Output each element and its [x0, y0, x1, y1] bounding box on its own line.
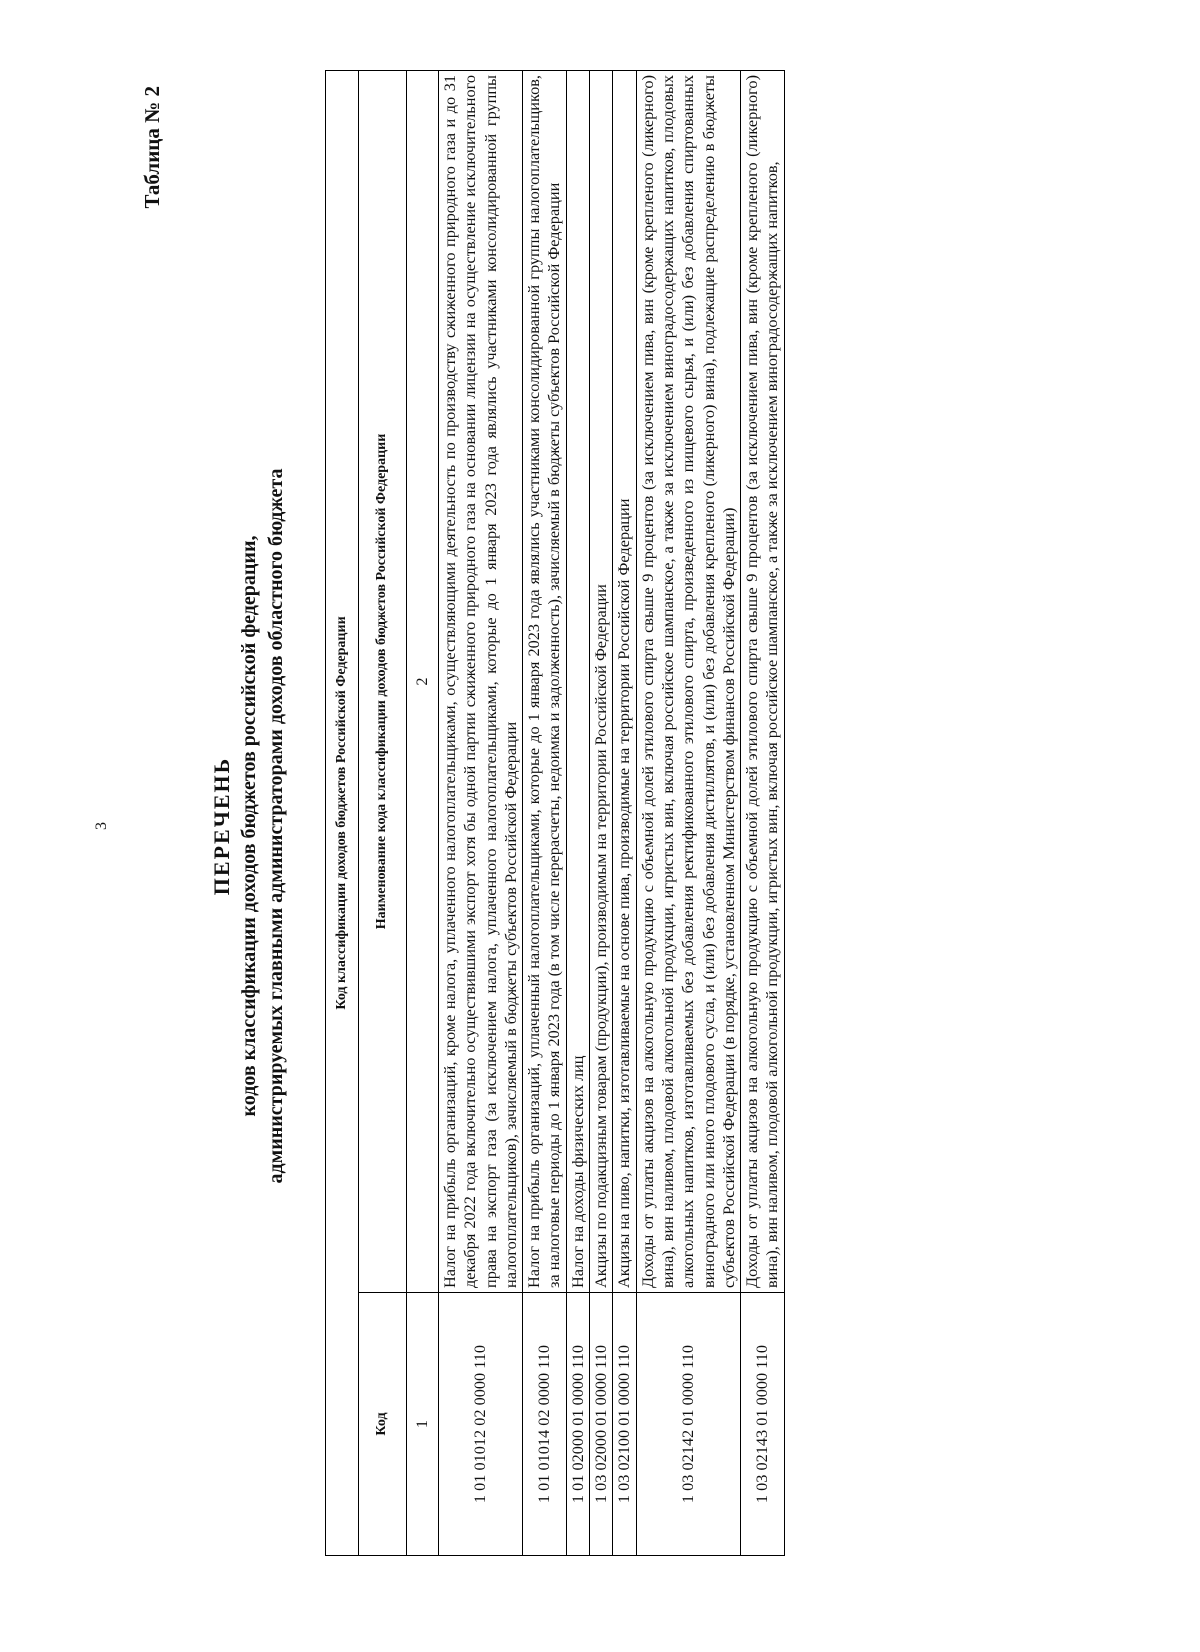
- col-header-code: Код: [359, 1293, 407, 1556]
- row-code: 1 03 02100 01 0000 110: [613, 1293, 636, 1556]
- row-code: 1 01 01014 02 0000 110: [523, 1293, 567, 1556]
- table-number: Таблица № 2: [140, 86, 164, 209]
- table-row: [590, 71, 613, 1556]
- table-row: [566, 71, 589, 1556]
- table-row: [439, 71, 523, 1556]
- row-code: 1 01 02000 01 0000 110: [566, 1293, 589, 1556]
- document-title: [208, 0, 290, 1652]
- row-name: Налог на прибыль организаций, кроме налога, уплаченного налогоплательщиками, осуществляющими деятельность по производству сжиженного природного газа и до 31 декабря 2022 года включительно осуществившими экспорт хотя бы одной партии сжиженного природного газа на основании лицензии на осуществление исключительного права на экспорт газа (за исключением налога, уплаченного налогоплательщиками, которые до 1 января 2023 года являлись участниками консолидированной группы налогоплательщиков), зачисляемый в бюджеты субъектов Российской Федерации: [439, 71, 523, 1293]
- revenue-codes-table: [325, 70, 785, 1556]
- row-code: 1 03 02000 01 0000 110: [590, 1293, 613, 1556]
- row-name: Акцизы на пиво, напитки, изготавливаемые на основе пива, производимые на территории Российской Федерации: [613, 71, 636, 1293]
- row-name: Доходы от уплаты акцизов на алкогольную продукцию с объемной долей этилового спирта свыше 9 процентов (за исключением пива, вин (кроме крепленого (ликерного) вина), вин наливом, плодовой алкогольной продукции, игристых вин, включая российское шампанское, а также за исключением виноградосодержащих напитков, плодовых алкогольных напитков, изготавливаемых без добавления ректификованного этилового спирта, произведенного из пищевого сырья, и (или) без добавления спиртованных виноградного или иного плодового сусла, и (или) без добавления дистиллятов, и (или) без добавления крепленого (ликерного) вина), подлежащие распределению в бюджеты субъектов Российской Федерации (в порядке, установленном Министерством финансов Российской Федерации): [636, 71, 740, 1293]
- col-number-code: 1: [407, 1293, 439, 1556]
- table-row: [523, 71, 567, 1556]
- title-heading: ПЕРЕЧЕНЬ: [209, 756, 234, 896]
- title-line-2: администрируемых главными администраторами доходов областного бюджета: [265, 468, 287, 1184]
- row-name: Налог на прибыль организаций, уплаченный налогоплательщиками, которые до 1 января 2023 года являлись участниками консолидированной группы налогоплательщиков, за налоговые периоды до 1 января 2023 года (в том числе перерасчеты, недоимка и задолженность), зачисляемый в бюджеты субъектов Российской Федерации: [523, 71, 567, 1293]
- group-header: Код классификации доходов бюджетов Российской Федерации: [326, 71, 359, 1556]
- table-row: [613, 71, 636, 1556]
- table-row: [741, 71, 785, 1556]
- page-number: 3: [93, 822, 110, 830]
- row-name: Налог на доходы физических лиц: [566, 71, 589, 1293]
- table-row: [636, 71, 740, 1556]
- title-line-1: кодов классификации доходов бюджетов российской федерации,: [238, 535, 260, 1117]
- col-number-name: 2: [407, 71, 439, 1293]
- row-code: 1 03 02142 01 0000 110: [636, 1293, 740, 1556]
- col-header-name: Наименование кода классификации доходов бюджетов Российской Федерации: [359, 71, 407, 1293]
- row-code: 1 01 01012 02 0000 110: [439, 1293, 523, 1556]
- row-name: Доходы от уплаты акцизов на алкогольную продукцию с объемной долей этилового спирта свыше 9 процентов (за исключением пива, вин (кроме крепленого (ликерного) вина), вин наливом, плодовой алкогольной продукции, игристых вин, включая российское шампанское, а также за исключением виноградосодержащих напитков,: [741, 71, 785, 1293]
- row-code: 1 03 02143 01 0000 110: [741, 1293, 785, 1556]
- row-name: Акцизы по подакцизным товарам (продукции), производимым на территории Российской Федерации: [590, 71, 613, 1293]
